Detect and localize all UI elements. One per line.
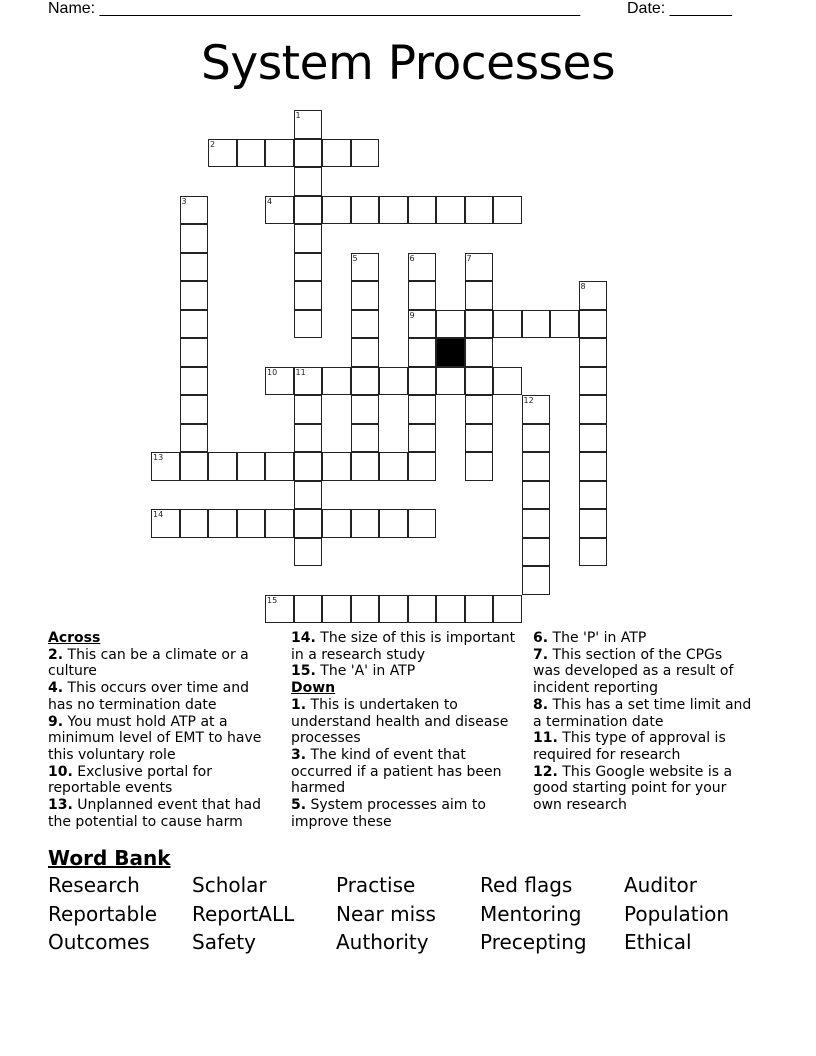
clue-across-15 [291, 663, 526, 680]
grid-cell[interactable] [208, 139, 237, 168]
grid-cell[interactable] [294, 139, 323, 168]
clue-number: 3. [291, 746, 307, 763]
grid-cell[interactable] [522, 310, 551, 339]
grid-cell[interactable] [180, 281, 209, 310]
clue-number-label: 8 [580, 282, 586, 291]
word-bank-item: Mentoring [480, 901, 582, 926]
grid-cell[interactable] [180, 253, 209, 282]
clue-number-label: 9 [409, 310, 415, 320]
word-bank-item: Reportable [48, 901, 158, 926]
grid-cell[interactable] [265, 367, 294, 396]
grid-cell[interactable] [180, 338, 209, 367]
clue-number-label: 5 [352, 253, 358, 263]
word-bank-item: Research [48, 873, 140, 897]
word-bank-item: Safety [192, 930, 256, 954]
clue-number-label: 15 [267, 595, 278, 605]
grid-cell[interactable] [265, 196, 294, 225]
clue-text: You must hold ATP at a minimum level of EMT to have this voluntary role [48, 713, 262, 763]
clue-text: Unplanned event that had the potential to cause harm [48, 797, 261, 830]
grid-cell[interactable] [408, 452, 437, 481]
word-bank-item: Authority [336, 930, 429, 954]
grid-cell[interactable] [265, 595, 294, 624]
grid-cell[interactable] [294, 110, 323, 139]
clue-number: 7. [533, 646, 549, 663]
grid-cell[interactable] [408, 595, 437, 624]
down-heading: Down [291, 680, 336, 697]
grid-cell[interactable] [379, 367, 408, 396]
clue-text: The 'A' in ATP [315, 663, 416, 680]
clue-number: 12. [533, 763, 558, 780]
clue-number: 11. [533, 730, 558, 747]
clue-down-12 [533, 764, 753, 814]
grid-cell[interactable] [579, 281, 608, 310]
grid-cell[interactable] [265, 452, 294, 481]
grid-cell[interactable] [465, 196, 494, 225]
grid-cell[interactable] [180, 509, 209, 538]
clue-down-11 [533, 730, 753, 763]
grid-cell[interactable] [493, 196, 522, 225]
grid-cell[interactable] [465, 338, 494, 367]
clue-text: System processes aim to improve these [291, 797, 486, 830]
grid-cell[interactable] [522, 509, 551, 538]
grid-cell[interactable] [322, 139, 351, 168]
clue-down-8 [533, 697, 753, 730]
clue-text: This Google website is a good starting point for your own research [533, 763, 733, 814]
clue-number-label: 2 [210, 139, 216, 149]
grid-cell[interactable] [294, 253, 323, 282]
grid-cell[interactable] [294, 424, 323, 453]
grid-cell[interactable] [180, 310, 209, 339]
grid-cell[interactable] [579, 481, 608, 510]
grid-cell[interactable] [180, 224, 209, 253]
word-bank-item: Practise [336, 873, 416, 897]
grid-cell[interactable] [408, 253, 437, 282]
clue-number: 13. [48, 797, 73, 814]
grid-cell[interactable] [351, 595, 380, 624]
grid-cell[interactable] [294, 452, 323, 481]
grid-cell[interactable] [237, 139, 266, 168]
clue-across-2 [48, 647, 273, 680]
grid-cell[interactable] [294, 509, 323, 538]
word-bank [48, 873, 768, 955]
grid-cell[interactable] [465, 281, 494, 310]
clue-text: This type of approval is required for research [533, 730, 726, 763]
clue-number: 8. [533, 696, 549, 713]
grid-cell[interactable] [579, 452, 608, 481]
grid-cell[interactable] [522, 538, 551, 567]
word-bank-item: Precepting [480, 930, 587, 954]
grid-cell[interactable] [522, 566, 551, 595]
clue-down-7 [533, 647, 753, 697]
clue-down-5 [291, 797, 526, 830]
clue-number-label: 10 [267, 367, 278, 377]
grid-cell[interactable] [151, 452, 180, 481]
grid-cell[interactable] [180, 395, 209, 424]
across-heading: Across [48, 630, 101, 646]
grid-cell[interactable] [351, 196, 380, 225]
grid-cell[interactable] [408, 310, 437, 339]
grid-cell[interactable] [180, 452, 209, 481]
grid-cell[interactable] [294, 538, 323, 567]
clue-text: This can be a climate or a culture [48, 646, 249, 680]
clue-number-label: 12 [523, 396, 534, 405]
word-bank-title: Word Bank [48, 846, 171, 870]
grid-cell[interactable] [436, 595, 465, 624]
clue-text: The kind of event that occurred if a patient has been harmed [291, 746, 502, 797]
grid-cell[interactable] [208, 452, 237, 481]
grid-cell[interactable] [550, 310, 579, 339]
grid-cell[interactable] [208, 509, 237, 538]
grid-cell[interactable] [465, 595, 494, 624]
clue-number: 1. [291, 696, 307, 713]
black-cell [436, 338, 465, 367]
clue-text: This has a set time limit and a termination date [533, 696, 752, 730]
clue-text: This section of the CPGs was developed as a result of incident reporting [533, 646, 734, 697]
clue-number: 15. [291, 663, 316, 680]
grid-cell[interactable] [579, 395, 608, 424]
grid-cell[interactable] [351, 367, 380, 396]
grid-cell[interactable] [294, 395, 323, 424]
grid-cell[interactable] [265, 139, 294, 168]
clue-number-label: 4 [267, 196, 273, 206]
grid-cell[interactable] [493, 595, 522, 624]
name-field-label: Name: ______________________________________________________ [48, 0, 581, 17]
clue-number-label: 13 [153, 453, 164, 462]
grid-cell[interactable] [408, 367, 437, 396]
word-bank-item: Red flags [480, 873, 573, 897]
grid-cell[interactable] [522, 481, 551, 510]
grid-cell[interactable] [579, 338, 608, 367]
grid-cell[interactable] [493, 310, 522, 339]
grid-cell[interactable] [465, 424, 494, 453]
word-bank-item: Ethical [624, 930, 692, 954]
grid-cell[interactable] [379, 196, 408, 225]
clue-text: The size of this is important in a research study [291, 630, 516, 663]
grid-cell[interactable] [265, 509, 294, 538]
clue-across-14 [291, 630, 526, 663]
clue-number-label: 14 [153, 510, 164, 519]
word-bank-item: Outcomes [48, 930, 150, 954]
clues-column-3 [533, 630, 753, 814]
clue-number-label: 3 [181, 196, 187, 206]
grid-cell[interactable] [579, 538, 608, 567]
grid-cell[interactable] [436, 196, 465, 225]
grid-cell[interactable] [408, 395, 437, 424]
grid-cell[interactable] [465, 253, 494, 282]
grid-cell[interactable] [579, 367, 608, 396]
grid-cell[interactable] [351, 139, 380, 168]
word-bank-item: ReportALL [192, 901, 295, 926]
clue-text: This occurs over time and has no termination date [48, 680, 249, 713]
clue-text: The 'P' in ATP [548, 630, 647, 646]
grid-cell[interactable] [465, 452, 494, 481]
grid-cell[interactable] [294, 196, 323, 225]
grid-cell[interactable] [294, 224, 323, 253]
page-title: System Processes [201, 36, 615, 91]
clue-number: 5. [291, 797, 307, 814]
grid-cell[interactable] [579, 310, 608, 339]
word-bank-item: Near miss [336, 901, 436, 926]
clue-text: This is undertaken to understand health and disease processes [291, 696, 509, 747]
grid-cell[interactable] [351, 395, 380, 424]
clue-number: 2. [48, 646, 64, 663]
grid-cell[interactable] [351, 253, 380, 282]
grid-cell[interactable] [408, 424, 437, 453]
clue-down-1 [291, 697, 526, 747]
grid-cell[interactable] [351, 338, 380, 367]
grid-cell[interactable] [294, 367, 323, 396]
grid-cell[interactable] [351, 310, 380, 339]
grid-cell[interactable] [322, 367, 351, 396]
grid-cell[interactable] [379, 595, 408, 624]
word-bank-item: Population [624, 901, 730, 926]
clue-number-label: 6 [409, 253, 415, 263]
clue-number: 9. [48, 713, 64, 730]
grid-cell[interactable] [379, 509, 408, 538]
grid-cell[interactable] [379, 452, 408, 481]
grid-cell[interactable] [322, 509, 351, 538]
grid-cell[interactable] [294, 281, 323, 310]
grid-cell[interactable] [180, 367, 209, 396]
grid-cell[interactable] [294, 595, 323, 624]
grid-cell[interactable] [465, 367, 494, 396]
clue-across-4 [48, 680, 273, 713]
clue-number-label: 11 [295, 367, 306, 377]
grid-cell[interactable] [579, 509, 608, 538]
clue-down-3 [291, 747, 526, 797]
grid-cell[interactable] [436, 310, 465, 339]
clue-text: Exclusive portal for reportable events [48, 763, 213, 797]
clue-number: 14. [291, 630, 316, 646]
grid-cell[interactable] [180, 424, 209, 453]
clue-down-6 [533, 630, 753, 647]
clue-across-9 [48, 714, 273, 764]
clue-number: 6. [533, 630, 549, 646]
grid-cell[interactable] [294, 167, 323, 196]
grid-cell[interactable] [322, 196, 351, 225]
grid-cell[interactable] [408, 281, 437, 310]
grid-cell[interactable] [408, 196, 437, 225]
grid-cell[interactable] [408, 338, 437, 367]
grid-cell[interactable] [151, 509, 180, 538]
clues-column-1 [48, 630, 273, 830]
clue-number-label: 1 [295, 111, 301, 120]
clue-number: 10. [48, 763, 73, 780]
clues-column-2 [291, 630, 526, 830]
grid-cell[interactable] [522, 452, 551, 481]
clue-number: 4. [48, 680, 64, 697]
grid-cell[interactable] [351, 452, 380, 481]
grid-cell[interactable] [493, 367, 522, 396]
word-bank-item: Scholar [192, 873, 267, 897]
clue-across-10 [48, 764, 273, 797]
date-field-label: Date: _______ [627, 0, 732, 17]
word-bank-item: Auditor [624, 873, 697, 897]
grid-cell[interactable] [294, 481, 323, 510]
clue-number-label: 7 [466, 253, 472, 263]
grid-cell[interactable] [294, 310, 323, 339]
grid-cell[interactable] [408, 509, 437, 538]
grid-cell[interactable] [465, 395, 494, 424]
grid-cell[interactable] [351, 281, 380, 310]
grid-cell[interactable] [436, 367, 465, 396]
grid-cell[interactable] [351, 424, 380, 453]
grid-cell[interactable] [351, 509, 380, 538]
grid-cell[interactable] [322, 452, 351, 481]
grid-cell[interactable] [180, 196, 209, 225]
grid-cell[interactable] [522, 424, 551, 453]
grid-cell[interactable] [322, 595, 351, 624]
grid-cell[interactable] [465, 310, 494, 339]
grid-cell[interactable] [579, 424, 608, 453]
grid-cell[interactable] [237, 452, 266, 481]
clue-across-13 [48, 797, 273, 830]
grid-cell[interactable] [522, 395, 551, 424]
grid-cell[interactable] [237, 509, 266, 538]
